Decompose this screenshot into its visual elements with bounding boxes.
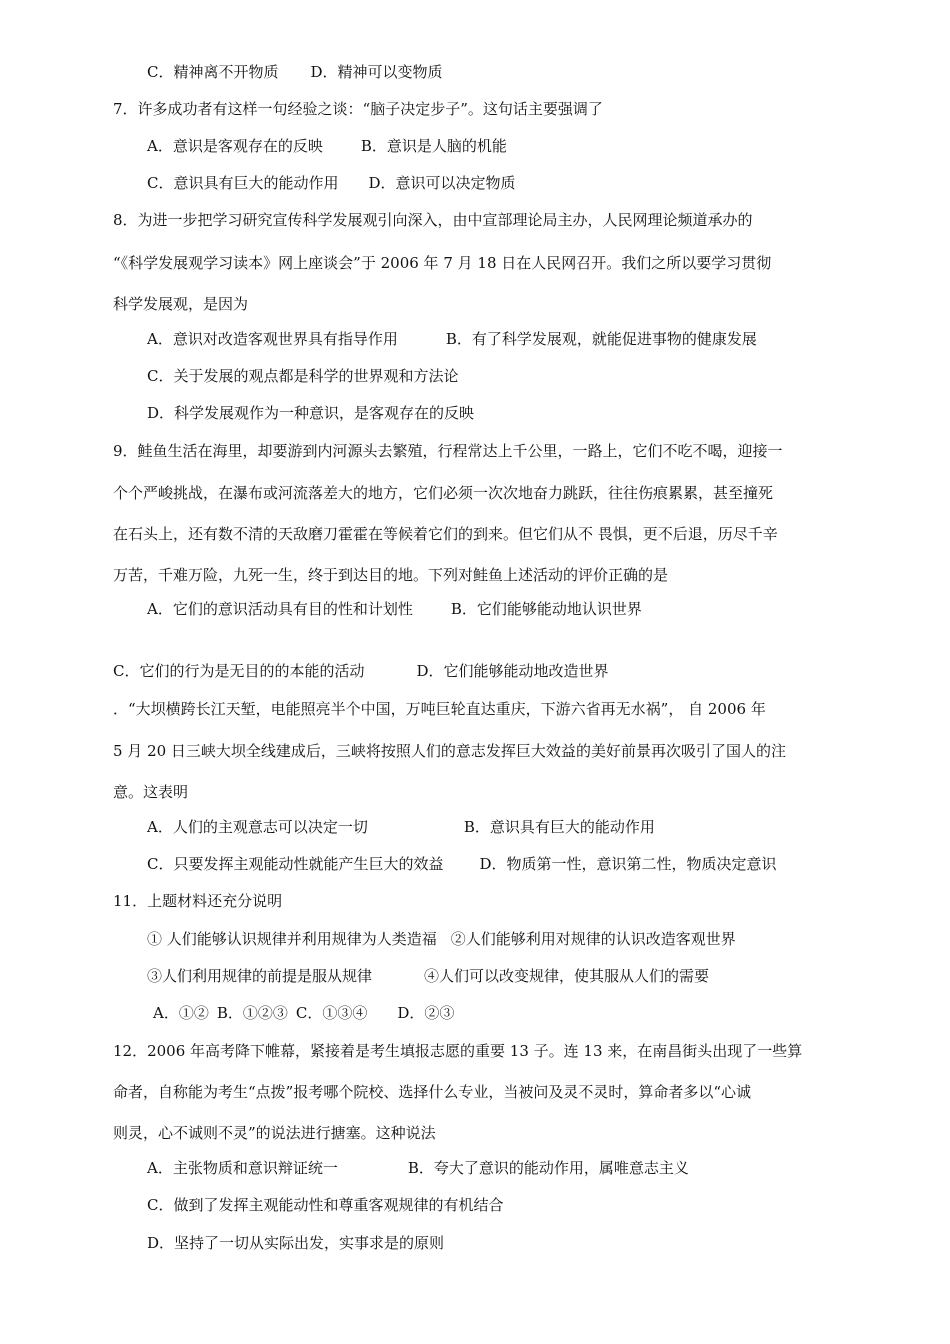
- question-10-line-1: ．“大坝横跨长江天堑，电能照亮半个中国，万吨巨轮直达重庆，下游六省再无水祸”， 自 2006 年: [113, 700, 766, 718]
- question-11: 11．上题材料还充分说明: [113, 892, 283, 910]
- option-c: C．做到了发挥主观能动性和尊重客观规律的有机结合: [147, 1196, 504, 1214]
- question-12-line-3: 则灵，心不诚则不灵”的说法进行搪塞。这种说法: [113, 1124, 436, 1142]
- question-8-line-1: 8．为进一步把学习研究宣传科学发展观引向深入，由中宣部理论局主办，人民网理论频道承办的: [113, 211, 753, 229]
- option-b: B．①②③: [216, 1004, 288, 1022]
- statement-3: ③人们利用规律的前提是服从规律: [147, 967, 373, 985]
- option-a: A．①②: [153, 1004, 209, 1022]
- question-10-line-2: 5 月 20 日三峡大坝全线建成后，三峡将按照人们的意志发挥巨大效益的美好前景再次吸引了国人的注: [113, 742, 786, 760]
- option-row: [147, 854, 777, 874]
- option-d: D．物质第一性，意识第二性，物质决定意识: [479, 855, 777, 873]
- question-9-line-3: 在石头上，还有数不清的天敌磨刀霍霍在等候着它们的到来。但它们从不 畏惧，更不后退，历尽千辛: [113, 525, 778, 543]
- option-row: [147, 1158, 689, 1178]
- option-b: B．意识具有巨大的能动作用: [463, 818, 655, 836]
- option-a: A．主张物质和意识辩证统一: [147, 1159, 338, 1177]
- option-row: [153, 1003, 454, 1023]
- option-c: C．它们的行为是无目的的本能的活动: [113, 662, 365, 680]
- option-a: A．人们的主观意志可以决定一切: [147, 818, 368, 836]
- option-d: D．它们能够能动地改造世界: [416, 662, 609, 680]
- option-row: [147, 136, 507, 156]
- statement-row: [147, 929, 736, 949]
- option-c: C．①③④: [295, 1004, 368, 1022]
- question-10-line-3: 意。这表明: [113, 783, 189, 801]
- statement-row: [147, 966, 709, 986]
- option-d: D．坚持了一切从实际出发，实事求是的原则: [147, 1234, 445, 1252]
- option-d: D．意识可以决定物质: [368, 174, 516, 192]
- option-a: A．意识对改造客观世界具有指导作用: [147, 330, 398, 348]
- option-row: [147, 62, 443, 82]
- option-b: B．夸大了意识的能动作用，属唯意志主义: [407, 1159, 689, 1177]
- option-a: A．意识是客观存在的反映: [147, 137, 323, 155]
- option-c: C．精神离不开物质: [147, 63, 279, 81]
- statement-1: ① 人们能够认识规律并利用规律为人类造福: [147, 930, 437, 948]
- option-row: [147, 817, 655, 837]
- question-8-line-3: 科学发展观，是因为: [113, 295, 249, 313]
- option-b: B．意识是人脑的机能: [360, 137, 507, 155]
- option-row: [147, 173, 516, 193]
- question-9-line-2: 个个严峻挑战，在瀑布或河流落差大的地方，它们必须一次次地奋力跳跃，往往伤痕累累，甚至撞死: [113, 484, 774, 502]
- option-b: B．它们能够能动地认识世界: [450, 600, 642, 618]
- option-row: [113, 661, 609, 681]
- question-7: 7．许多成功者有这样一句经验之谈：“脑子决定步子”。这句话主要强调了: [113, 100, 603, 118]
- option-a: A．它们的意识活动具有目的性和计划性: [147, 600, 413, 618]
- option-row: [147, 599, 642, 619]
- option-d: D．精神可以变物质: [310, 63, 443, 81]
- question-8-line-2: “《科学发展观学习读本》网上座谈会”于 2006 年 7 月 18 日在人民网召开。我们之所以要学习贯彻: [113, 254, 772, 272]
- question-9-line-1: 9．鲑鱼生活在海里，却要游到内河源头去繁殖，行程常达上千公里，一路上，它们不吃不喝，迎接一: [113, 442, 783, 460]
- question-12-line-1: 12．2006 年高考降下帷幕，紧接着是考生填报志愿的重要 13 子。连 13 来，在南昌街头出现了一些算: [113, 1042, 803, 1060]
- option-row: [147, 329, 757, 349]
- option-c: C．只要发挥主观能动性就能产生巨大的效益: [147, 855, 444, 873]
- option-d: D．②③: [397, 1004, 455, 1022]
- option-d: D．科学发展观作为一种意识，是客观存在的反映: [147, 404, 475, 422]
- statement-4: ④人们可以改变规律，使其服从人们的需要: [424, 967, 710, 985]
- option-c: C．关于发展的观点都是科学的世界观和方法论: [147, 367, 459, 385]
- option-c: C．意识具有巨大的能动作用: [147, 174, 339, 192]
- statement-2: ②人们能够利用对规律的认识改造客观世界: [450, 930, 736, 948]
- question-9-line-4: 万苦，千难万险，九死一生，终于到达目的地。下列对鲑鱼上述活动的评价正确的是: [113, 566, 669, 584]
- option-b: B．有了科学发展观，就能促进事物的健康发展: [445, 330, 757, 348]
- question-12-line-2: 命者，自称能为考生“点拨”报考哪个院校、选择什么专业，当被问及灵不灵时，算命者多以“心诚: [113, 1083, 752, 1101]
